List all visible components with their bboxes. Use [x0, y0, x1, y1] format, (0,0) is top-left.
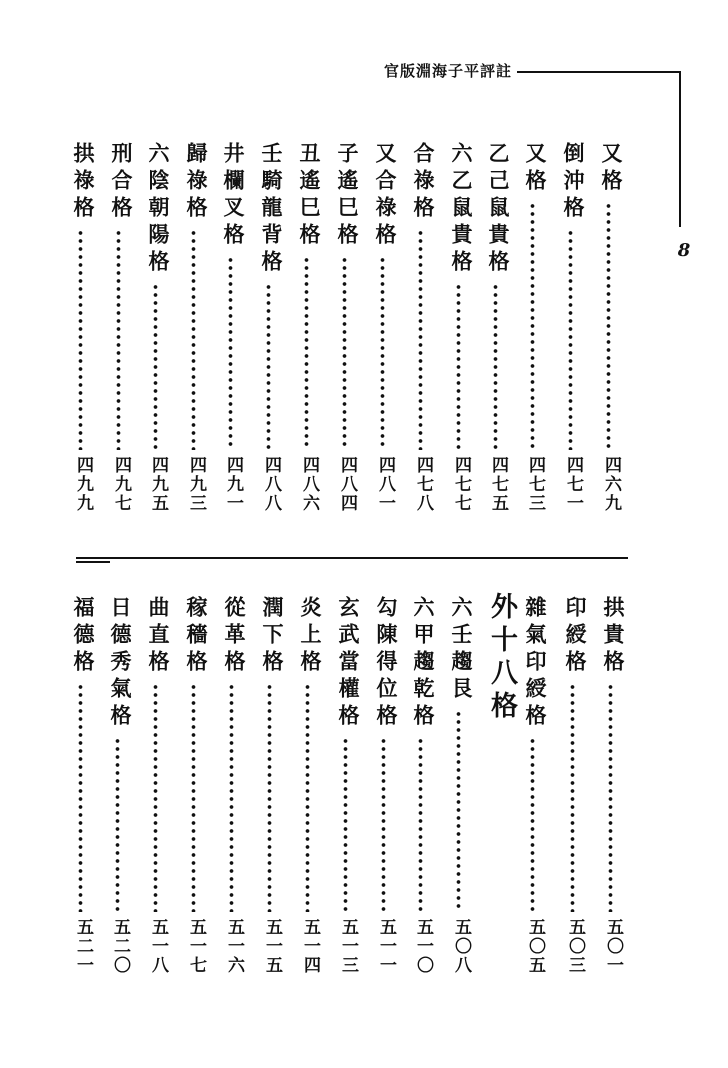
toc-entry-title: 玄武當權格 — [336, 596, 360, 731]
toc-entry-title: 乙己鼠貴格 — [486, 142, 510, 277]
toc-entry — [103, 142, 133, 536]
toc-entry — [517, 142, 547, 536]
toc-entry-page: 五一七 — [186, 918, 206, 975]
toc-entry-title: 壬騎龍背格 — [259, 142, 283, 277]
toc-entry-title: 勾陳得位格 — [374, 596, 398, 731]
toc-entry-page: 四七五 — [488, 456, 508, 513]
section-divider-rule-short — [76, 561, 110, 563]
toc-entry — [329, 142, 359, 536]
toc-entry-page: 四八四 — [337, 456, 357, 513]
toc-entry — [330, 596, 360, 998]
toc-entry-page: 五一八 — [148, 918, 168, 975]
toc-entry — [405, 596, 435, 998]
toc-entry — [557, 596, 587, 998]
toc-entry-page: 四八一 — [375, 456, 395, 513]
toc-entry — [216, 596, 246, 998]
toc-entry-page: 五二〇 — [110, 918, 130, 975]
header-rule — [517, 71, 681, 73]
toc-entry — [292, 596, 322, 998]
running-header-title: 官版淵海子平評註 — [383, 62, 512, 80]
toc-entry-page: 五〇三 — [565, 918, 585, 975]
toc-entry — [140, 142, 170, 536]
toc-entry-page: 五一四 — [300, 918, 320, 975]
toc-entry-title: 六乙鼠貴格 — [449, 142, 473, 277]
toc-entry-page: 四七七 — [451, 456, 471, 513]
toc-entry — [291, 142, 321, 536]
toc-entry-page: 四九七 — [111, 456, 131, 513]
toc-entry-title: 曲直格 — [146, 596, 170, 677]
toc-entry-title: 又格 — [599, 142, 623, 196]
dot-leader — [570, 683, 575, 912]
dot-leader — [153, 683, 158, 912]
toc-entry — [215, 142, 245, 536]
toc-entry-title: 印綬格 — [563, 596, 587, 677]
dot-leader — [456, 710, 461, 912]
toc-entry-page: 四九五 — [148, 456, 168, 513]
dot-leader — [418, 737, 423, 912]
dot-leader — [191, 683, 196, 912]
toc-entry — [593, 142, 623, 536]
toc-entry-title: 六陰朝陽格 — [146, 142, 170, 277]
dot-leader — [153, 283, 158, 450]
toc-entry — [368, 596, 398, 998]
toc-entry-page: 五二一 — [73, 918, 93, 975]
toc-entry-title: 又格 — [523, 142, 547, 196]
header-rule-vertical — [679, 71, 681, 227]
dot-leader — [343, 737, 348, 912]
dot-leader — [606, 202, 611, 450]
dot-leader — [568, 229, 573, 450]
toc-entry-page: 五一一 — [376, 918, 396, 975]
toc-entry — [517, 596, 547, 998]
toc-entry-title: 歸祿格 — [184, 142, 208, 223]
dot-leader — [381, 737, 386, 912]
toc-entry — [140, 596, 170, 998]
toc-entry-title: 日德秀氣格 — [108, 596, 132, 731]
page-number: 8 — [677, 240, 691, 261]
toc-entry-title: 拱祿格 — [71, 142, 95, 223]
dot-leader — [493, 283, 498, 450]
toc-entry — [178, 142, 208, 536]
dot-leader — [266, 283, 271, 450]
dot-leader — [530, 737, 535, 912]
dot-leader — [342, 256, 347, 450]
dot-leader — [78, 229, 83, 450]
toc-entry-title: 又合祿格 — [373, 142, 397, 250]
toc-entry-page: 五一〇 — [413, 918, 433, 975]
toc-entry-title: 稼穡格 — [184, 596, 208, 677]
toc-entry-page: 四七八 — [413, 456, 433, 513]
toc-entry-title: 潤下格 — [260, 596, 284, 677]
toc-entry-title: 從革格 — [222, 596, 246, 677]
toc-entry-page: 五一五 — [262, 918, 282, 975]
toc-entry-page: 四八六 — [299, 456, 319, 513]
toc-entry-page: 四九九 — [73, 456, 93, 513]
dot-leader — [115, 737, 120, 912]
toc-entry — [555, 142, 585, 536]
dot-leader — [304, 256, 309, 450]
dot-leader — [418, 229, 423, 450]
toc-entry — [443, 596, 473, 998]
toc-entry-title: 丑遙巳格 — [297, 142, 321, 250]
toc-entry — [102, 596, 132, 998]
dot-leader — [305, 683, 310, 912]
toc-entry-page: 五一六 — [224, 918, 244, 975]
toc-entry-page: 五〇八 — [451, 918, 471, 975]
toc-entry-title: 六甲趨乾格 — [411, 596, 435, 731]
toc-entry-title: 刑合格 — [109, 142, 133, 223]
toc-entry — [595, 596, 625, 998]
toc-entry — [253, 142, 283, 536]
toc-entry — [405, 142, 435, 536]
toc-entry-page: 五〇五 — [525, 918, 545, 975]
toc-entry-page: 四七一 — [563, 456, 583, 513]
toc-entry — [65, 596, 95, 998]
toc-entry-title: 子遙巳格 — [335, 142, 359, 250]
toc-entry — [65, 142, 95, 536]
toc-entry-title: 合祿格 — [411, 142, 435, 223]
dot-leader — [116, 229, 121, 450]
dot-leader — [380, 256, 385, 450]
toc-entry-page: 四八八 — [261, 456, 281, 513]
section-heading: 外十八格 — [486, 592, 517, 724]
toc-entry-title: 炎上格 — [298, 596, 322, 677]
toc-entry-title: 拱貴格 — [601, 596, 625, 677]
toc-entry-title: 六壬趨艮 — [449, 596, 473, 704]
toc-entry — [178, 596, 208, 998]
toc-entry-title: 福德格 — [71, 596, 95, 677]
toc-entry-title: 雜氣印綬格 — [523, 596, 547, 731]
toc-entry — [443, 142, 473, 536]
toc-entry-page: 五一三 — [338, 918, 358, 975]
toc-entry — [254, 596, 284, 998]
toc-entry — [480, 142, 510, 536]
toc-entry-page: 四九一 — [223, 456, 243, 513]
dot-leader — [78, 683, 83, 912]
toc-entry-page: 四七三 — [525, 456, 545, 513]
toc-entry — [367, 142, 397, 536]
dot-leader — [608, 683, 613, 912]
section-divider-rule — [76, 557, 628, 559]
toc-entry-title: 倒沖格 — [561, 142, 585, 223]
dot-leader — [229, 683, 234, 912]
dot-leader — [530, 202, 535, 450]
toc-entry-page: 四九三 — [186, 456, 206, 513]
dot-leader — [191, 229, 196, 450]
toc-entry-page: 四六九 — [601, 456, 621, 513]
dot-leader — [228, 256, 233, 450]
toc-entry-page: 五〇一 — [603, 918, 623, 975]
dot-leader — [267, 683, 272, 912]
toc-entry-title: 井欄叉格 — [221, 142, 245, 250]
dot-leader — [456, 283, 461, 450]
